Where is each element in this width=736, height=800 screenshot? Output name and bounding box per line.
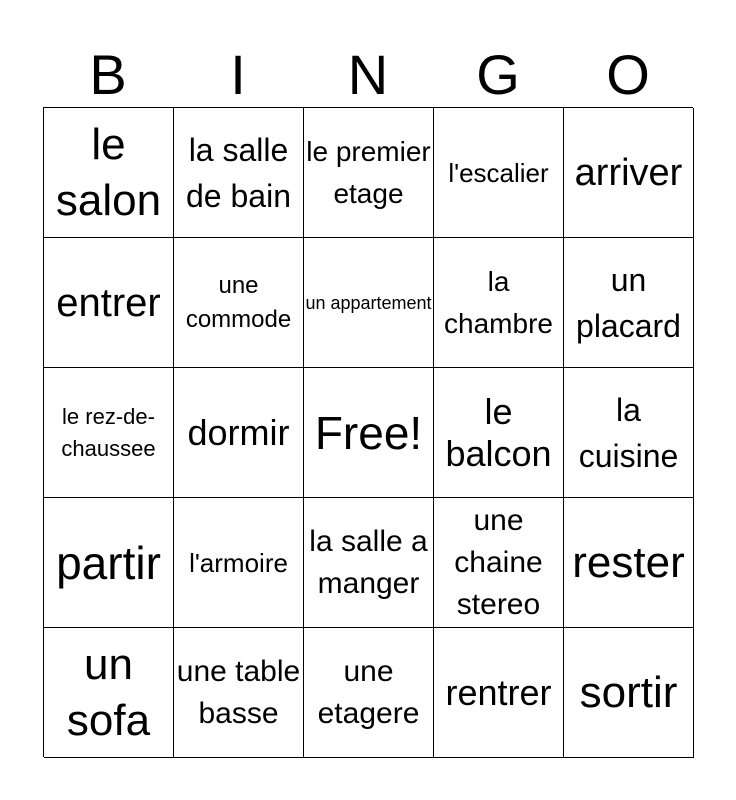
cell-text: rentrer [445, 671, 552, 713]
cell-text: un sofa [66, 639, 151, 745]
bingo-cell[interactable] [434, 238, 564, 368]
bingo-header [43, 42, 693, 108]
cell-text: une table basse [176, 654, 301, 730]
cell-text: un appartement [305, 292, 432, 313]
bingo-cell[interactable] [174, 498, 304, 628]
cell-text: une commode [185, 271, 292, 333]
header-letter-g: G [476, 43, 520, 106]
cell-text: la chambre [444, 265, 553, 339]
bingo-cell[interactable] [304, 238, 434, 368]
bingo-cell[interactable] [564, 628, 694, 758]
cell-text: partir [56, 536, 161, 589]
header-letter-i: I [230, 43, 246, 106]
header-letter-n: N [347, 43, 389, 106]
bingo-cell[interactable] [304, 628, 434, 758]
bingo-cell[interactable] [564, 498, 694, 628]
cell-text: rester [572, 537, 685, 587]
cell-text: le balcon [445, 390, 552, 474]
bingo-cell[interactable] [564, 368, 694, 498]
cell-text: l'armoire [189, 547, 288, 578]
cell-text: une etagere [317, 654, 420, 730]
cell-text: entrer [56, 280, 161, 325]
cell-text: le rez-de-chaussee [61, 403, 156, 461]
cell-text: la salle a manger [309, 524, 428, 600]
cell-text: la salle de bain [186, 131, 291, 214]
bingo-cell[interactable] [434, 498, 564, 628]
bingo-cell[interactable] [44, 368, 174, 498]
bingo-cell[interactable] [174, 368, 304, 498]
bingo-cell[interactable] [564, 238, 694, 368]
header-letter-b: B [89, 43, 127, 106]
bingo-cell[interactable] [434, 628, 564, 758]
bingo-cell[interactable] [44, 238, 174, 368]
bingo-cell[interactable] [434, 368, 564, 498]
cell-text: arriver [574, 151, 683, 194]
bingo-cell[interactable] [44, 628, 174, 758]
bingo-cell[interactable] [44, 108, 174, 238]
bingo-cell[interactable] [434, 108, 564, 238]
cell-text: la cuisine [578, 391, 679, 474]
cell-text: le premier etage [306, 135, 431, 209]
bingo-board [43, 107, 693, 757]
cell-text: une chaine stereo [454, 503, 543, 621]
bingo-cell[interactable] [304, 498, 434, 628]
bingo-cell[interactable] [174, 238, 304, 368]
cell-text: sortir [579, 667, 678, 717]
header-letter-o: O [606, 43, 650, 106]
bingo-cell[interactable] [304, 368, 434, 498]
bingo-cell[interactable] [304, 108, 434, 238]
bingo-cell[interactable] [174, 108, 304, 238]
cell-text: le salon [55, 119, 162, 225]
cell-text: l'escalier [448, 157, 549, 188]
cell-text: dormir [187, 411, 290, 453]
cell-text: Free! [314, 406, 423, 459]
cell-text: un placard [576, 261, 681, 344]
bingo-cell[interactable] [44, 498, 174, 628]
bingo-cell[interactable] [174, 628, 304, 758]
bingo-cell[interactable] [564, 108, 694, 238]
